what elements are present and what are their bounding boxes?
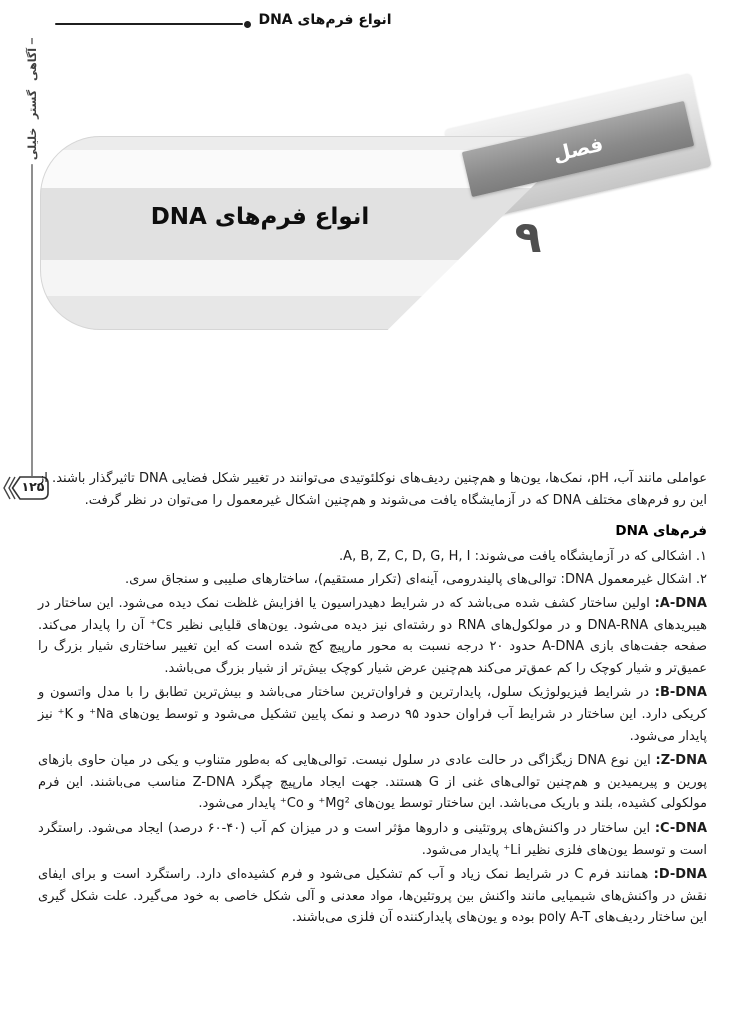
dna-label-a: A-DNA: [654,595,707,611]
dna-paragraph-c [38,818,707,861]
body-text [38,468,707,932]
chapter-number: ۹ [514,212,542,263]
list-item-2: ۲. اشکال غیرمعمول DNA: توالی‌های پالیندرومی، آینه‌ای (تکرار مستقیم)، ساختارهای صلیبی و سنجاق سری. [125,572,707,588]
header-rule [55,23,243,25]
dna-label-d: D-DNA: [653,867,707,883]
dna-paragraph-b [38,682,707,747]
dna-text-d: همانند فرم C در شرایط نمک زیاد و آب کم تشکیل می‌شود و فرم کشیده‌ای دارد. راستگرد است و برای ایفای نقش در واکنش‌های شیمیایی مانند واکنش بین پروتئین‌ها، مواد معدنی و آلی شکل خاصی به خود می‌گیرد. علت شکل گیری این ساختار ردیف‌های poly A-T بوده و یون‌های پایدارکننده آن فلزی می‌باشند. [38,867,707,926]
dna-text-z: این نوع DNA زیگزاگی در حالت عادی در سلول نیست. توالی‌هایی که به‌طور متناوب و یکی در میان حاوی بازهای پورین و پیریمیدین و هم‌چنین توالی‌های غنی از G هستند. جهت ایجاد مارپیچ چپگرد Z-DNA مناسب می‌باشند. این فرم مولکولی کشیده، بلند و باریک می‌باشد. این ساختار توسط یون‌های Mg²⁺ و Co⁺ پایدار می‌شود. [38,753,707,812]
dna-paragraph-a [38,593,707,679]
dna-paragraph-d [38,864,707,929]
intro-paragraph: عواملی مانند آب، pH، نمک‌ها، یون‌ها و هم‌چنین ردیف‌های نوکلئوتیدی می‌توانند در تغییر شکل فضایی DNA تاثیرگذار باشند. از این رو فرم‌های مختلف DNA که در آزمایشگاه یافت می‌شوند و هم‌چنین اشکال غیرمعمول را می‌توان در نظر گرفت. [38,471,707,508]
dna-text-c: این ساختار در واکنش‌های پروتئینی و داروها مؤثر است و در میزان کم آب (۴۰-۶۰ درصد) ایجاد می‌شود. راستگرد است و توسط یون‌های فلزی نظیر Li⁺ پایدار می‌شود. [38,820,707,858]
dna-paragraph-z [38,750,707,815]
dna-text-a: اولین ساختار کشف شده می‌باشد که در شرایط دهیدراسیون یا افزایش غلظت نمک دیده می‌شود. این ساختار در هیبریدهای DNA-RNA و در مولکول‌های RNA دو رشته‌ای نیز دیده می‌شود. یون‌های قلیایی نظیر Cs⁺ آن را پایدار می‌کند. صفحه جفت‌های بازی A-DNA حدود ۲۰ درجه نسبت به محور مارپیچ کج شده است که این تغییر ساختاری شیار بزرگ را عمیق‌تر و شیار کوچک را کم عمق‌تر می‌کند هم‌چنین عرض شیار کوچک بیش‌تر از شیار بزرگ می‌باشد. [38,595,707,676]
chapter-banner [40,86,708,341]
chapter-title: انواع فرم‌های DNA [150,204,370,230]
dna-label-z: Z-DNA: [655,753,708,769]
list-item-1: ۱. اشکالی که در آزمایشگاه یافت می‌شوند: A, B, Z, C, D, G, H, I. [339,548,707,564]
running-header-title: انواع فرم‌های DNA [258,12,392,28]
page-number: ۱۲۵ [21,479,45,494]
dna-label-b: B-DNA: [654,685,707,701]
publisher-vertical-text: آگاهی گستر خلیلی [25,44,40,164]
chapter-label: فصل [550,131,606,167]
running-header [0,8,741,34]
dna-label-c: C-DNA: [654,820,708,836]
dna-text-b: در شرایط فیزیولوژیک سلول، پایدارترین و فراوان‌ترین ساختار می‌باشد و بیش‌ترین تطابق را با مدل واتسون و کریکی دارد. این ساختار در شرایط آب فراوان حدود ۹۵ درصد و نمک پایین تشکیل می‌شود و توسط یون‌های Na⁺ و K⁺ نیز پایدار می‌شود. [38,685,707,744]
section-heading: فرم‌های DNA [615,523,707,540]
